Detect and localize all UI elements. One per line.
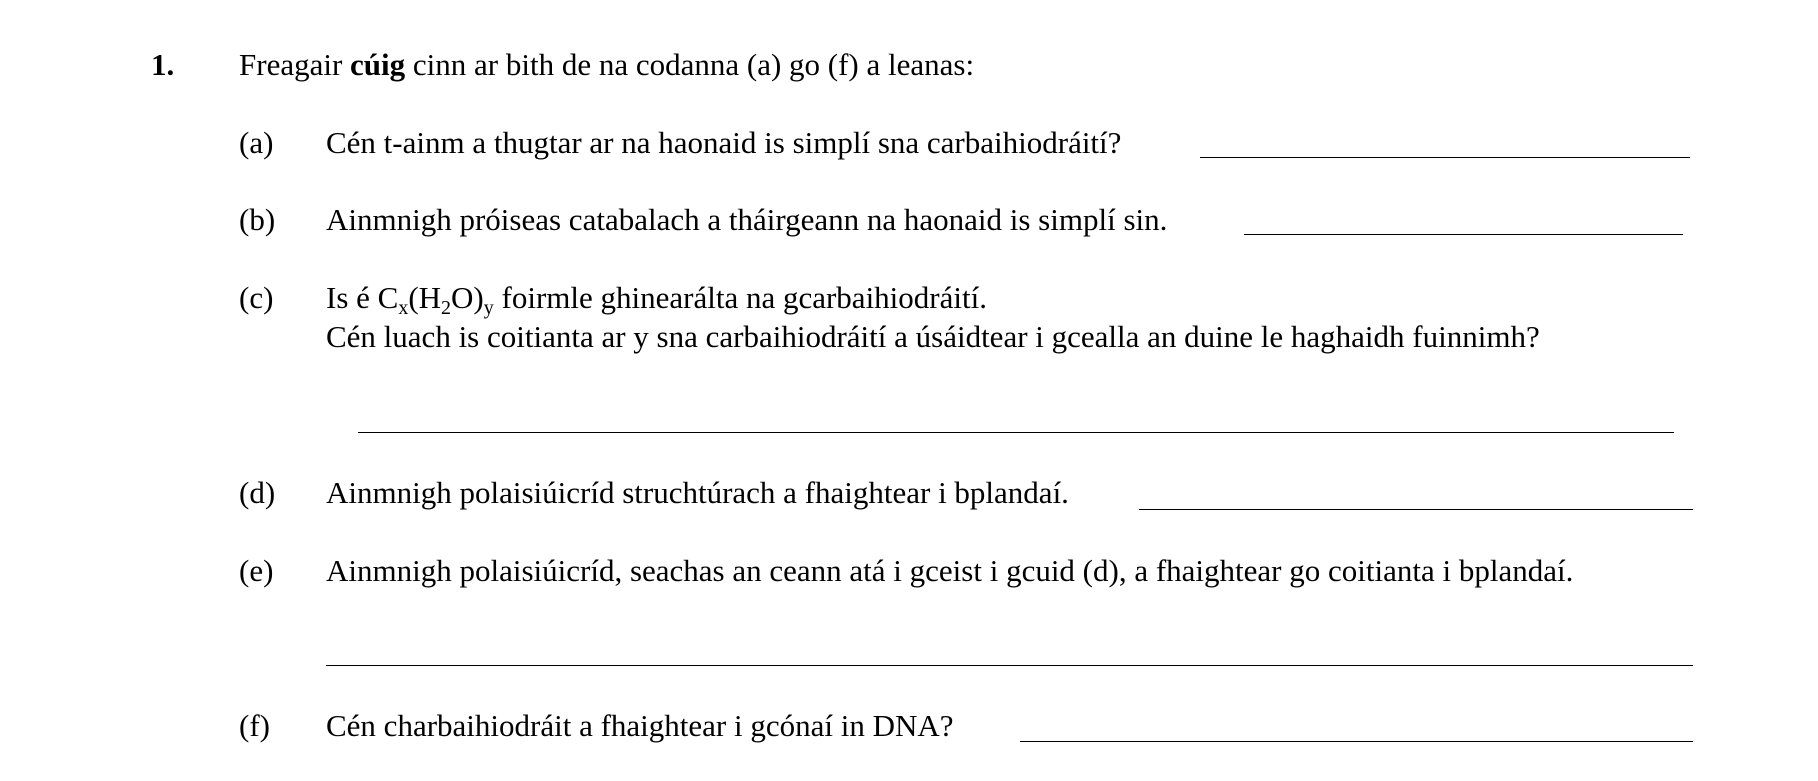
part-f-question: Cén charbaihiodráit a fhaightear i gcónaí in DNA? [326, 708, 954, 743]
part-c-text: foirmle ghinearálta na gcarbaihiodráití. [493, 280, 987, 315]
question-instruction [239, 47, 974, 83]
part-b-answer-line[interactable] [1244, 234, 1683, 235]
formula-mid: (H [408, 280, 442, 315]
part-c-answer-line[interactable] [358, 432, 1674, 433]
part-e-answer-line[interactable] [326, 665, 1693, 666]
part-c-label: (c) [239, 280, 274, 315]
part-e-label: (e) [239, 553, 274, 588]
part-a-question: Cén t-ainm a thugtar ar na haonaid is simplí sna carbaihiodráití? [326, 125, 1122, 160]
subscript-x: x [398, 297, 409, 319]
instruction-bold: cúig [350, 47, 406, 82]
part-c-question [326, 280, 987, 319]
instruction-text: Freagair [239, 47, 351, 82]
part-a-label: (a) [239, 125, 274, 160]
instruction-text-end: cinn ar bith de na codanna (a) go (f) a leanas: [405, 47, 975, 82]
part-d-answer-line[interactable] [1139, 509, 1693, 510]
part-a-answer-line[interactable] [1200, 157, 1690, 158]
part-f-label: (f) [239, 708, 270, 743]
formula-mid2: O) [451, 280, 484, 315]
subscript-2: 2 [441, 297, 452, 319]
question-number: 1. [151, 47, 175, 82]
part-f-answer-line[interactable] [1020, 741, 1693, 742]
formula-pre: Is é C [326, 280, 399, 315]
subscript-y: y [483, 297, 494, 319]
part-b-question: Ainmnigh próiseas catabalach a tháirgeann na haonaid is simplí sin. [326, 202, 1168, 237]
part-e-question: Ainmnigh polaisiúicríd, seachas an ceann atá i gceist i gcuid (d), a fhaightear go coitianta i bplandaí. [326, 553, 1574, 588]
part-b-label: (b) [239, 202, 276, 237]
part-d-label: (d) [239, 475, 276, 510]
part-d-question: Ainmnigh polaisiúicríd struchtúrach a fhaightear i bplandaí. [326, 475, 1069, 510]
part-c-question-2: Cén luach is coitianta ar y sna carbaihiodráití a úsáidtear i gcealla an duine le haghaidh fuinnimh? [326, 319, 1540, 354]
